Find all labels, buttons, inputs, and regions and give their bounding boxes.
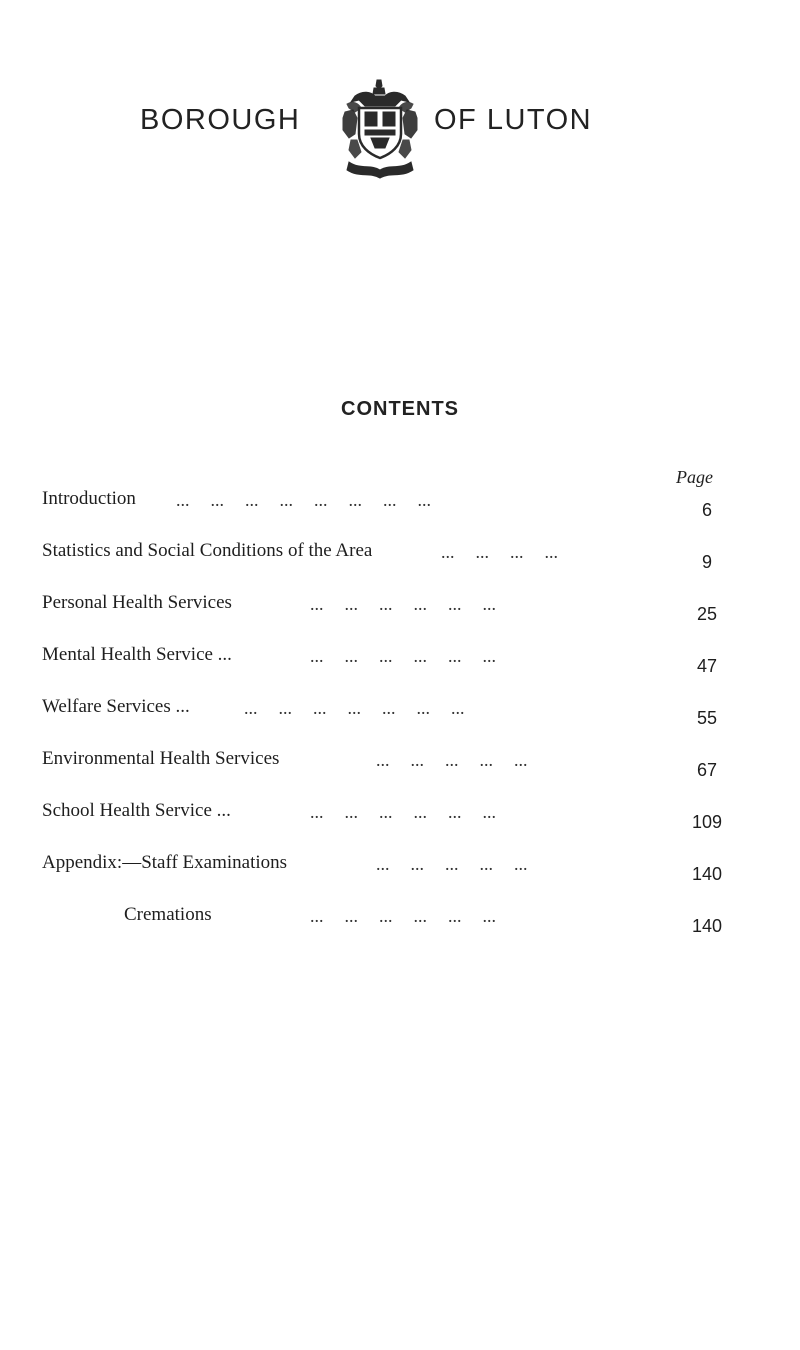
toc-entry-label: Environmental Health Services	[42, 748, 280, 769]
contents-heading: CONTENTS	[341, 398, 459, 420]
toc-entry-personal-health	[0, 592, 800, 632]
toc-entry-label: Personal Health Services	[42, 592, 232, 613]
toc-entry-page: 140	[691, 864, 723, 884]
toc-entry-introduction	[0, 488, 800, 528]
dot-leader: ... ... ... ... ... ...	[310, 594, 496, 614]
toc-entry-cremations	[0, 904, 800, 944]
dot-leader: ... ... ... ... ... ... ...	[244, 698, 465, 718]
page-column-label: Page	[676, 467, 713, 487]
toc-entry-label: Welfare Services ...	[42, 696, 190, 717]
toc-entry-mental-health	[0, 644, 800, 684]
toc-entry-page: 25	[696, 604, 718, 624]
toc-entry-label: Introduction	[42, 488, 136, 509]
dot-leader: ... ... ... ... ... ...	[310, 802, 496, 822]
toc-entry-label: Appendix:—Staff Examinations	[42, 852, 288, 873]
dot-leader: ... ... ... ... ... ...	[310, 906, 496, 926]
toc-entry-label: Statistics and Social Conditions of the Area	[42, 540, 373, 561]
header-of-luton: OF LUTON	[434, 104, 593, 136]
toc-entry-school-health	[0, 800, 800, 840]
toc-entry-label: Cremations	[124, 904, 212, 925]
toc-entry-page: 140	[691, 916, 723, 936]
header-borough: BOROUGH	[140, 104, 301, 136]
dot-leader: ... ... ... ... ...	[376, 750, 528, 770]
dot-leader: ... ... ... ...	[441, 542, 558, 562]
toc-entry-statistics	[0, 540, 800, 580]
toc-entry-appendix-staff	[0, 852, 800, 892]
toc-entry-welfare	[0, 696, 800, 736]
toc-entry-environmental-health	[0, 748, 800, 788]
dot-leader: ... ... ... ... ... ... ... ...	[176, 490, 431, 510]
toc-entry-label: Mental Health Service ...	[42, 644, 232, 665]
toc-entry-page: 55	[696, 708, 718, 728]
toc-entry-page: 67	[696, 760, 718, 780]
toc-entry-page: 9	[701, 552, 712, 572]
dot-leader: ... ... ... ... ... ...	[310, 646, 496, 666]
toc-entry-page: 109	[691, 812, 723, 832]
dot-leader: ... ... ... ... ...	[376, 854, 528, 874]
toc-entry-label: School Health Service ...	[42, 800, 231, 821]
toc-entry-page: 6	[701, 500, 712, 520]
toc-entry-page: 47	[696, 656, 718, 676]
